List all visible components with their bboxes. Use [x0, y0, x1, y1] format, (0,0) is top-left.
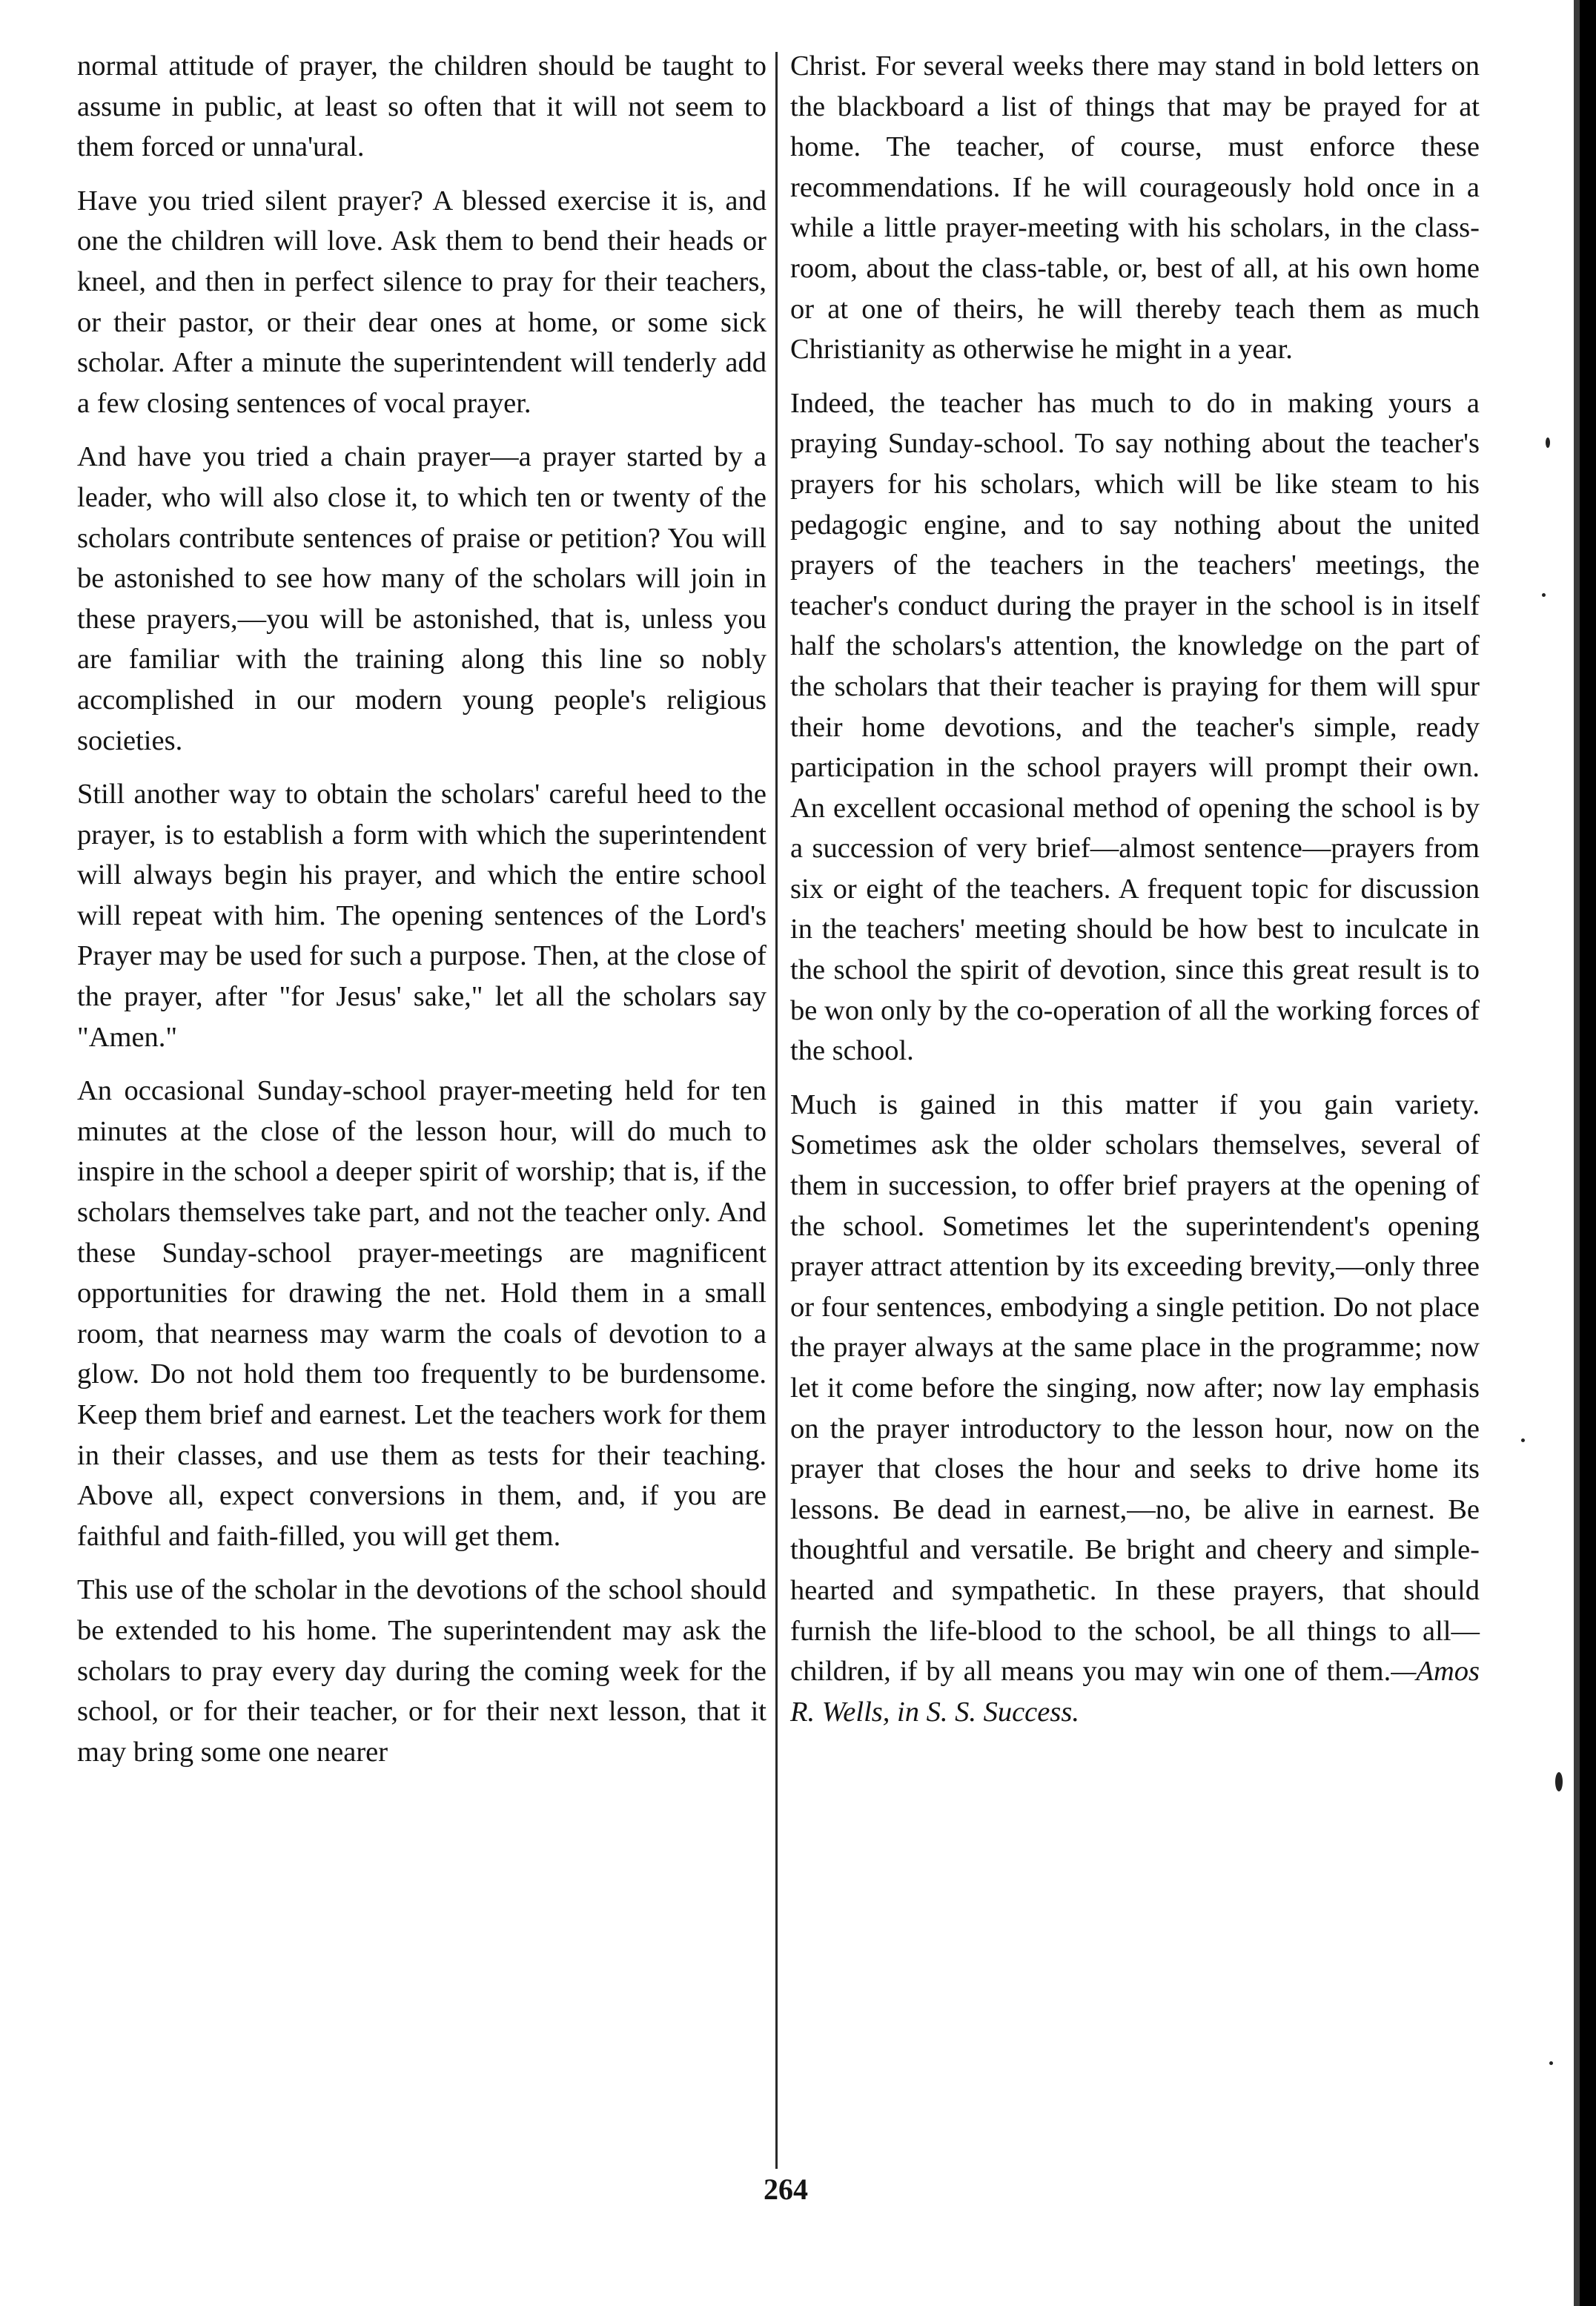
page-number: 264 — [764, 2173, 808, 2206]
paragraph: normal attitude of prayer, the children should be taught to assume in public, at least so often that it will not seem to them forced or unna'ural. — [77, 50, 766, 163]
scan-speck — [1521, 1438, 1525, 1442]
paragraph: An occasional Sunday-school prayer-meeting held for ten minutes at the close of the lesson hour, will do much to inspire in the school a deeper spirit of worship; that is, if the scholars themselves take part, and not the teacher only. And these Sunday-school prayer-meetings are magnificent opportunities for drawing the net. Hold them in a small room, that nearness may warm the coals of devotion to a glow. Do not hold them too frequently to be burdensome. Keep them brief and earnest. Let the teachers work for them in their classes, and use them as tests for their teaching. Above all, expect conversions in them, and, if you are faithful and faith-filled, you will get them. — [77, 1075, 766, 1552]
scan-speck — [1555, 1772, 1563, 1791]
scan-edge-black-border — [1580, 0, 1596, 2306]
paragraph: Still another way to obtain the scholars' careful heed to the prayer, is to establish a form with which the superintendent will always begin his prayer, and which the entire school will repeat with him. The opening sentences of the Lord's Prayer may be used for such a purpose. Then, at the close of the prayer, after "for Jesus' sake," let all the scholars say "Amen." — [77, 779, 766, 1053]
paragraph: Have you tried silent prayer? A blessed exercise it is, and one the children will love. Ask them to bend their heads or kneel, and then in perfect silence to pray for their teachers, or their pastor, or their dear ones at home, or some sick scholar. After a minute the superintendent will tenderly add a few closing sentences of vocal prayer. — [77, 185, 766, 419]
paragraph: Christ. For several weeks there may stand in bold letters on the blackboard a list of things that may be prayed for at home. The teacher, of course, must enforce these recommendations. If he will courageously hold once in a while a little prayer-meeting with his scholars, in the class-room, about the class-table, or, best of all, at his own home or at one of theirs, he will thereby teach them as much Christianity as otherwise he might in a year. — [790, 50, 1480, 366]
paragraph — [790, 1085, 1480, 1733]
scan-speck — [1549, 2061, 1553, 2065]
scan-speck — [1542, 593, 1546, 597]
scan-speck — [1546, 437, 1550, 448]
attribution: —Amos R. Wells, in S. S. Success. — [790, 1656, 1480, 1728]
left-text-column — [77, 46, 766, 1772]
paragraph-text: Much is gained in this matter if you gain variety. Sometimes ask the older scholars themselves, several of them in succession, to offer brief prayers at the opening of the school. Sometimes let the superintendent's opening prayer attract attention by its exceeding brevity,—only three or four sentences, embodying a single petition. Do not place the prayer always at the same place in the programme; now let it come before the singing, now after; now lay emphasis on the prayer introductory to the lesson hour, now on the prayer that closes the hour and seeks to drive home its lessons. Be dead in earnest,—no, be alive in earnest. Be thoughtful and versatile. Be bright and cheery and simple-hearted and sympathetic. In these prayers, that should furnish the life-blood to the school, be all things to all—children, if by all means you may win one of them. — [790, 1088, 1480, 1688]
paragraph: This use of the scholar in the devotions of the school should be extended to his home. The superintendent may ask the scholars to pray every day during the coming week for the school, or for their teacher, or for their next lesson, that it may bring some one nearer — [77, 1574, 766, 1768]
paragraph: And have you tried a chain prayer—a prayer started by a leader, who will also close it, to which ten or twenty of the scholars contribute sentences of praise or petition? You will be astonished to see how many of the scholars will join in these prayers,—you will be astonished, that is, unless you are familiar with the training along this line so nobly accomplished in our modern young people's religious societies. — [77, 441, 766, 756]
scan-edge-shadow — [1574, 0, 1580, 2306]
column-divider-rule — [775, 52, 778, 2169]
paragraph: Indeed, the teacher has much to do in making yours a praying Sunday-school. To say nothing about the teacher's prayers for his scholars, which will be like steam to his pedagogic engine, and to say nothing about the united prayers of the teachers in the teachers' meetings, the teacher's conduct during the prayer in the school is in itself half the scholars's attention, the knowledge on the part of the scholars that their teacher is praying for them will spur their home devotions, and the teacher's simple, ready participation in the school prayers will prompt their own. An excellent occasional method of opening the school is by a succession of very brief—almost sentence—prayers from six or eight of the teachers. A frequent topic for discussion in the teachers' meeting should be how best to inculcate in the school the spirit of devotion, since this great result is to be won only by the co-operation of all the working forces of the school. — [790, 387, 1480, 1067]
right-text-column — [790, 46, 1480, 1732]
